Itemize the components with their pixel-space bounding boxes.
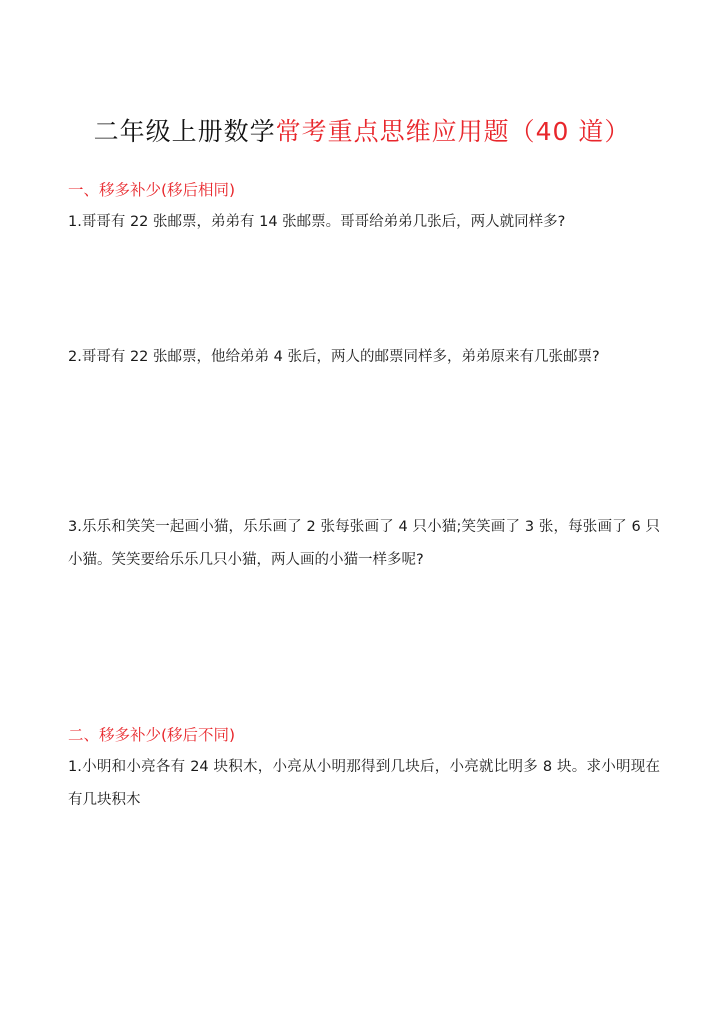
section-1-question-2: 2.哥哥有 22 张邮票，他给弟弟 4 张后，两人的邮票同样多，弟弟原来有几张邮票? — [68, 349, 600, 365]
title-grade-part: 二年级上册数学 — [93, 117, 276, 146]
section-heading-2: 二、移多补少(移后不同) — [68, 726, 236, 744]
section-1-question-1: 1.哥哥有 22 张邮票，弟弟有 14 张邮票。哥哥给弟弟几张后，两人就同样多? — [68, 214, 566, 230]
section-2-question-1: 1.小明和小亮各有 24 块积木，小亮从小明那得到几块后，小亮就比明多 8 块。求小明现在有几块积木 — [68, 759, 660, 808]
section-1-question-3: 3.乐乐和笑笑一起画小猫，乐乐画了 2 张每张画了 4 只小猫;笑笑画了 3 张，每张画了 6 只小猫。笑笑要给乐乐几只小猫，两人画的小猫一样多呢? — [68, 519, 660, 568]
page-title — [0, 112, 724, 148]
title-topic-part: 常考重点思维应用题（40 道） — [275, 117, 631, 146]
section-heading-1: 一、移多补少(移后相同) — [68, 181, 236, 199]
